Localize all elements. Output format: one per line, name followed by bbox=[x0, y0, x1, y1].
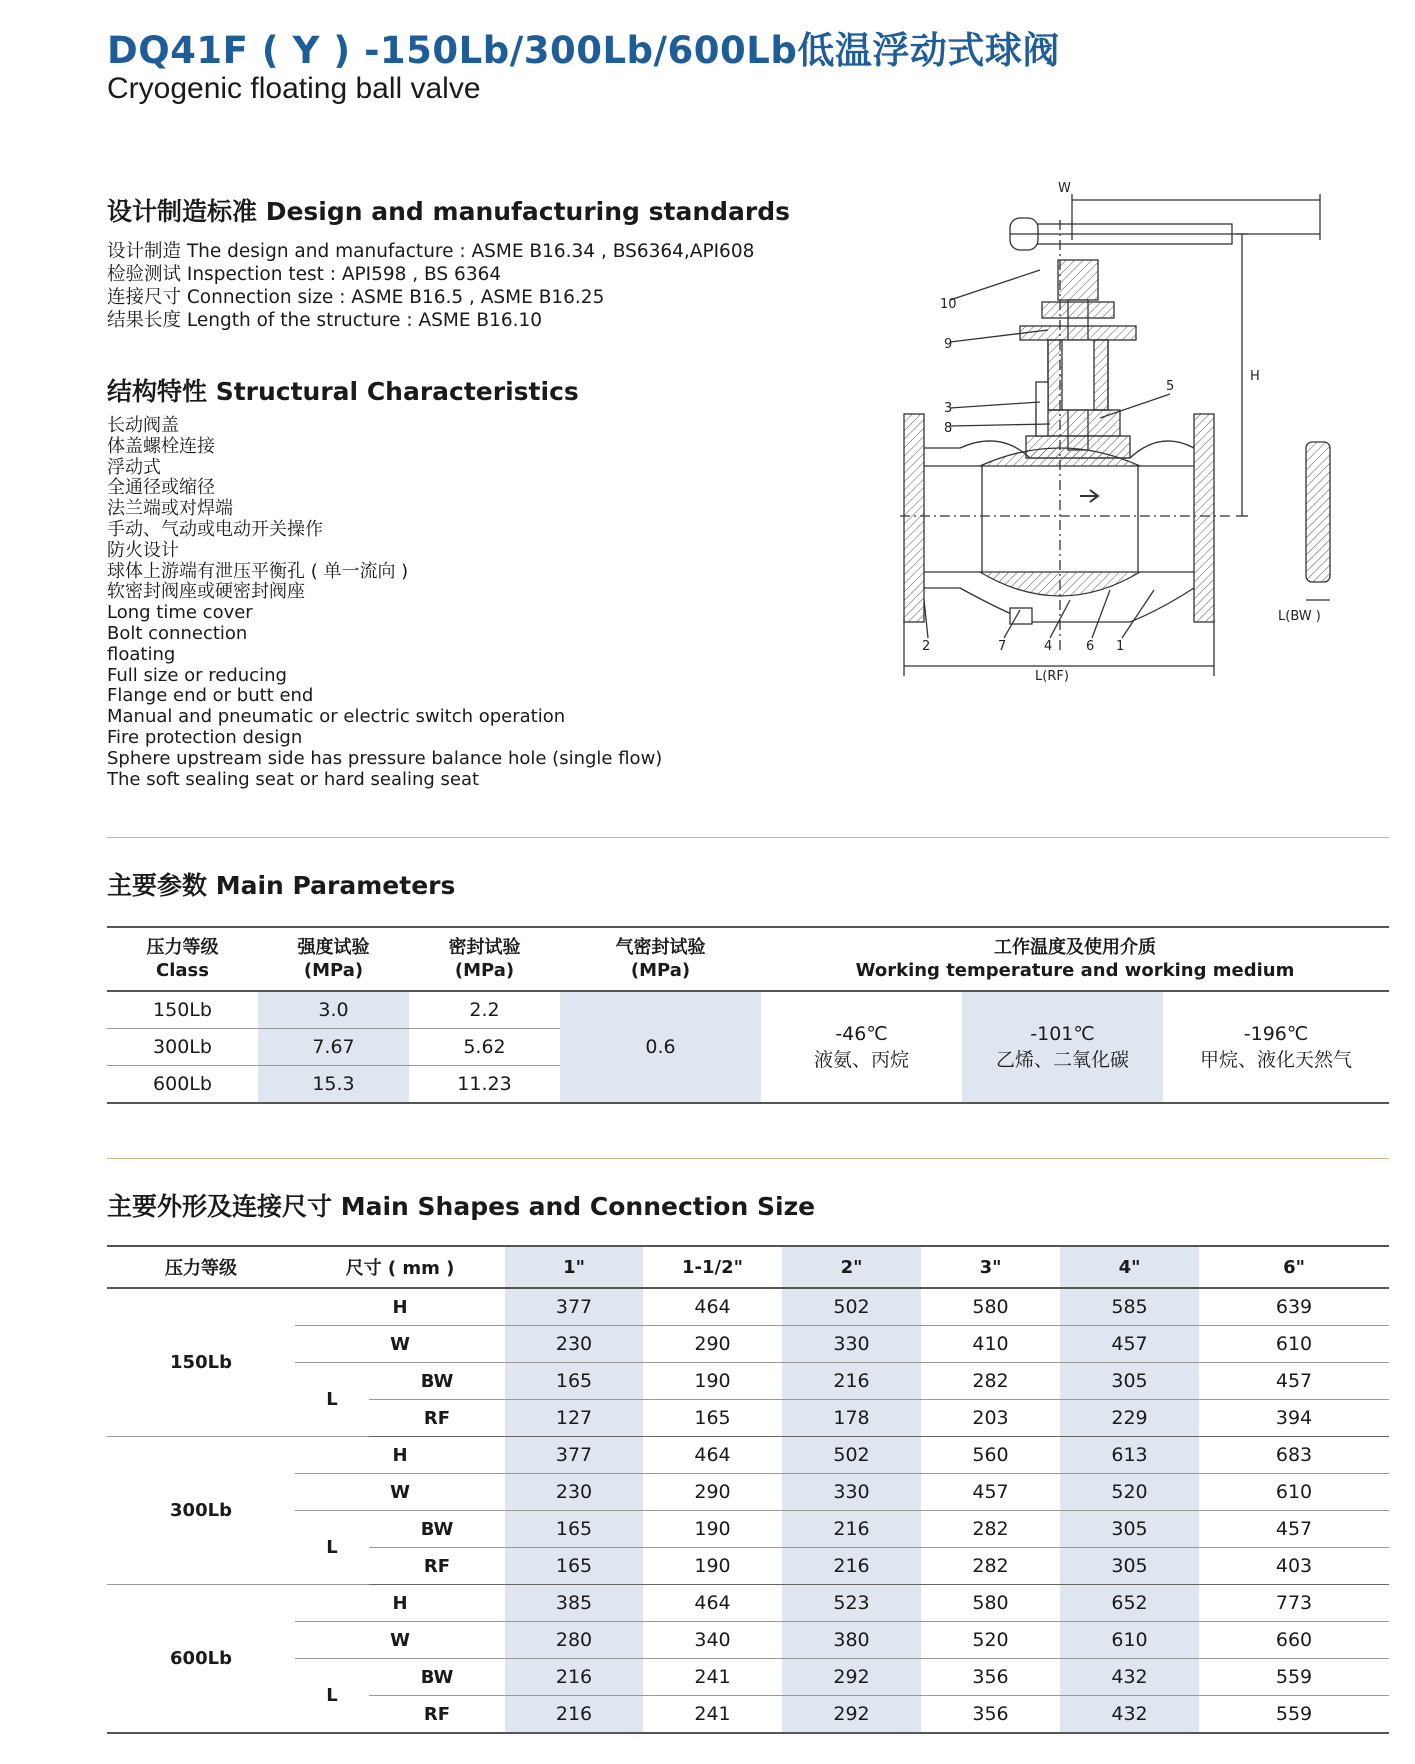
characteristic-item: Manual and pneumatic or electric switch operation bbox=[107, 706, 566, 728]
value-cell: 377 bbox=[505, 1288, 643, 1326]
dimensions-table bbox=[107, 1245, 1389, 1734]
value-cell: 639 bbox=[1199, 1288, 1389, 1326]
value-cell: 610 bbox=[1199, 1326, 1389, 1363]
value-cell: 340 bbox=[643, 1622, 782, 1659]
value-cell: 165 bbox=[643, 1400, 782, 1437]
standards-heading: 设计制造标准 Design and manufacturing standards bbox=[107, 197, 791, 226]
part-label-2: 2 bbox=[922, 639, 931, 654]
class-cell: 300Lb bbox=[107, 1437, 295, 1585]
class-cell: 600Lb bbox=[170, 1648, 232, 1669]
characteristics-list bbox=[107, 416, 662, 790]
header-temperature: 工作温度及使用介质 Working temperature and working medium bbox=[761, 927, 1389, 991]
dimension-sublabel: RF bbox=[369, 1548, 505, 1585]
characteristic-item: 软密封阀座或硬密封阀座 bbox=[107, 581, 305, 603]
value-cell: 330 bbox=[782, 1326, 921, 1363]
value-cell: 305 bbox=[1060, 1363, 1199, 1400]
value-cell: 330 bbox=[782, 1474, 921, 1511]
characteristic-item: 防火设计 bbox=[107, 539, 179, 561]
characteristic-item: 长动阀盖 bbox=[107, 415, 179, 436]
value-cell: 403 bbox=[1199, 1548, 1389, 1585]
header-size-col: 2" bbox=[782, 1246, 921, 1288]
header-class: 压力等级 Class bbox=[107, 927, 258, 991]
value-cell: 660 bbox=[1199, 1622, 1389, 1659]
value-cell: 394 bbox=[1199, 1400, 1389, 1437]
value-cell: 229 bbox=[1060, 1400, 1199, 1437]
value-cell: 282 bbox=[921, 1511, 1060, 1548]
dimension-label: H bbox=[295, 1585, 505, 1622]
value-cell: 203 bbox=[921, 1400, 1060, 1437]
value-cell: 165 bbox=[505, 1363, 643, 1400]
header-size-col: 1" bbox=[505, 1246, 643, 1288]
class-cell: 300Lb bbox=[107, 1029, 258, 1066]
value-cell: 190 bbox=[643, 1548, 782, 1585]
characteristic-item: Bolt connection bbox=[107, 622, 248, 644]
characteristic-item: Flange end or butt end bbox=[107, 685, 314, 707]
value-cell: 165 bbox=[505, 1548, 643, 1585]
value-cell: 580 bbox=[921, 1288, 1060, 1326]
parameters-table bbox=[107, 926, 1389, 1104]
dimension-label: H bbox=[295, 1288, 505, 1326]
characteristic-item: 全通径或缩径 bbox=[107, 477, 215, 499]
value-cell: 502 bbox=[782, 1437, 921, 1474]
dimension-sublabel: BW bbox=[369, 1363, 505, 1400]
header-strength: 强度试验 (MPa) bbox=[258, 927, 409, 991]
class-cell: 600Lb bbox=[153, 1073, 212, 1095]
dimension-label: L bbox=[295, 1363, 369, 1437]
value-cell: 457 bbox=[921, 1474, 1060, 1511]
dimension-sublabel: RF bbox=[369, 1400, 505, 1437]
part-label-7: 7 bbox=[998, 639, 1007, 654]
value-cell: 241 bbox=[643, 1659, 782, 1696]
value-cell: 585 bbox=[1060, 1288, 1199, 1326]
header-air-seal: 气密封试验 (MPa) bbox=[560, 927, 761, 991]
value-cell: 190 bbox=[643, 1363, 782, 1400]
characteristic-item: Full size or reducing bbox=[107, 664, 287, 686]
dimension-label: L bbox=[295, 1511, 369, 1585]
value-cell: 380 bbox=[782, 1622, 921, 1659]
value-cell: 610 bbox=[1060, 1622, 1199, 1659]
standards-line: 结果长度 Length of the structure : ASME B16.10 bbox=[107, 310, 543, 331]
characteristic-item: Sphere upstream side has pressure balance hole (single flow) bbox=[107, 747, 663, 769]
table-row bbox=[107, 1326, 1389, 1363]
value-cell: 464 bbox=[643, 1288, 782, 1326]
standards-list bbox=[107, 240, 754, 332]
value-cell: 127 bbox=[505, 1400, 643, 1437]
value-cell: 410 bbox=[921, 1326, 1060, 1363]
value-cell: 292 bbox=[782, 1696, 921, 1734]
value-cell: 523 bbox=[782, 1585, 921, 1622]
value-cell: 216 bbox=[505, 1696, 643, 1734]
divider bbox=[107, 837, 1389, 838]
value-cell: 610 bbox=[1199, 1474, 1389, 1511]
characteristic-item: 体盖螺栓连接 bbox=[107, 435, 215, 457]
header-class: 压力等级 bbox=[107, 1246, 295, 1288]
medium-cell: -101℃ 乙烯、二氧化碳 bbox=[962, 991, 1163, 1103]
strength-cell: 15.3 bbox=[258, 1066, 409, 1104]
part-label-3: 3 bbox=[944, 401, 953, 416]
value-cell: 432 bbox=[1060, 1696, 1199, 1734]
value-cell: 356 bbox=[921, 1696, 1060, 1734]
standards-line: 检验测试 Inspection test : API598 , BS 6364 bbox=[107, 264, 502, 285]
header-size: 尺寸 ( mm ) bbox=[295, 1246, 505, 1288]
value-cell: 230 bbox=[505, 1474, 643, 1511]
value-cell: 520 bbox=[1060, 1474, 1199, 1511]
value-cell: 290 bbox=[643, 1326, 782, 1363]
value-cell: 290 bbox=[643, 1474, 782, 1511]
class-cell: 150Lb bbox=[107, 1288, 295, 1437]
dimension-label: H bbox=[295, 1437, 505, 1474]
value-cell: 683 bbox=[1199, 1437, 1389, 1474]
value-cell: 560 bbox=[921, 1437, 1060, 1474]
part-label-1: 1 bbox=[1116, 639, 1125, 654]
dimension-label: W bbox=[295, 1474, 505, 1511]
value-cell: 457 bbox=[1199, 1511, 1389, 1548]
part-label-8: 8 bbox=[944, 421, 953, 436]
part-label-6: 6 bbox=[1086, 639, 1095, 654]
characteristic-item: 浮动式 bbox=[107, 456, 161, 478]
value-cell: 457 bbox=[1199, 1363, 1389, 1400]
value-cell: 652 bbox=[1060, 1585, 1199, 1622]
value-cell: 432 bbox=[1060, 1659, 1199, 1696]
value-cell: 165 bbox=[505, 1511, 643, 1548]
value-cell: 613 bbox=[1060, 1437, 1199, 1474]
strength-cell: 3.0 bbox=[258, 991, 409, 1029]
value-cell: 282 bbox=[921, 1548, 1060, 1585]
table-row bbox=[107, 1288, 1389, 1326]
value-cell: 580 bbox=[921, 1585, 1060, 1622]
value-cell: 520 bbox=[921, 1622, 1060, 1659]
value-cell: 385 bbox=[505, 1585, 643, 1622]
parameters-header-row bbox=[107, 927, 1389, 991]
dimensions-heading: 主要外形及连接尺寸 Main Shapes and Connection Size bbox=[107, 1192, 816, 1221]
standards-line: 连接尺寸 Connection size : ASME B16.5 , ASME B16.25 bbox=[107, 287, 605, 308]
class-cell: 150Lb bbox=[107, 991, 258, 1029]
characteristic-item: Long time cover bbox=[107, 602, 253, 624]
value-cell: 305 bbox=[1060, 1548, 1199, 1585]
value-cell: 377 bbox=[505, 1437, 643, 1474]
air-seal-cell: 0.6 bbox=[560, 991, 761, 1103]
valve-drawing bbox=[900, 180, 1370, 760]
table-row bbox=[107, 991, 1389, 1029]
header-size-col: 4" bbox=[1060, 1246, 1199, 1288]
characteristic-item: Fire protection design bbox=[107, 726, 303, 748]
value-cell: 216 bbox=[782, 1548, 921, 1585]
page-title: DQ41F ( Y ) -150Lb/300Lb/600Lb低温浮动式球阀 bbox=[107, 29, 1060, 72]
dim-label-h: H bbox=[1250, 369, 1260, 384]
header-size-col: 1-1/2" bbox=[643, 1246, 782, 1288]
characteristic-item: The soft sealing seat or hard sealing seat bbox=[107, 768, 480, 790]
characteristic-item: 手动、气动或电动开关操作 bbox=[107, 518, 323, 540]
value-cell: 230 bbox=[505, 1326, 643, 1363]
dimension-sublabel: BW bbox=[369, 1659, 505, 1696]
table-row bbox=[107, 1659, 1389, 1696]
value-cell: 241 bbox=[643, 1696, 782, 1734]
header-seal: 密封试验 (MPa) bbox=[409, 927, 560, 991]
value-cell: 356 bbox=[921, 1659, 1060, 1696]
standards-line: 设计制造 The design and manufacture : ASME B16.34 , BS6364,API608 bbox=[107, 241, 755, 262]
characteristics-heading: 结构特性 Structural Characteristics bbox=[107, 377, 579, 406]
part-label-4: 4 bbox=[1044, 639, 1053, 654]
value-cell: 305 bbox=[1060, 1511, 1199, 1548]
value-cell: 464 bbox=[643, 1437, 782, 1474]
table-row bbox=[107, 1585, 1389, 1622]
characteristic-item: floating bbox=[107, 643, 176, 665]
medium-cell: -196℃ 甲烷、液化天然气 bbox=[1199, 1022, 1352, 1071]
dim-label-l-rf: L(RF) bbox=[1035, 669, 1069, 684]
value-cell: 282 bbox=[921, 1363, 1060, 1400]
parameters-heading: 主要参数 Main Parameters bbox=[107, 871, 456, 900]
table-row bbox=[107, 1622, 1389, 1659]
characteristic-item: 球体上游端有泄压平衡孔 ( 单一流向 ) bbox=[107, 560, 409, 582]
strength-cell: 7.67 bbox=[258, 1029, 409, 1066]
header-size-col: 3" bbox=[921, 1246, 1060, 1288]
divider bbox=[107, 1158, 1389, 1159]
seal-cell: 11.23 bbox=[457, 1073, 512, 1095]
dimensions-header-row bbox=[107, 1246, 1389, 1288]
value-cell: 502 bbox=[782, 1288, 921, 1326]
value-cell: 464 bbox=[643, 1585, 782, 1622]
dim-label-l-bw: L(BW ) bbox=[1278, 609, 1321, 624]
value-cell: 178 bbox=[782, 1400, 921, 1437]
dim-label-w: W bbox=[1058, 181, 1071, 196]
value-cell: 216 bbox=[782, 1511, 921, 1548]
value-cell: 559 bbox=[1199, 1696, 1389, 1734]
header-size-col: 6" bbox=[1199, 1246, 1389, 1288]
seal-cell: 5.62 bbox=[409, 1029, 560, 1066]
table-row bbox=[107, 1511, 1389, 1548]
part-label-10: 10 bbox=[940, 297, 957, 312]
value-cell: 190 bbox=[643, 1511, 782, 1548]
seal-cell: 2.2 bbox=[409, 991, 560, 1029]
dimension-sublabel: RF bbox=[369, 1696, 505, 1734]
medium-cell: -46℃ 液氨、丙烷 bbox=[813, 1022, 909, 1071]
value-cell: 773 bbox=[1199, 1585, 1389, 1622]
part-label-5: 5 bbox=[1166, 379, 1175, 394]
table-row bbox=[107, 1363, 1389, 1400]
value-cell: 216 bbox=[505, 1659, 643, 1696]
value-cell: 280 bbox=[505, 1622, 643, 1659]
part-label-9: 9 bbox=[944, 337, 953, 352]
characteristic-item: 法兰端或对焊端 bbox=[107, 498, 233, 520]
value-cell: 559 bbox=[1199, 1659, 1389, 1696]
dimension-label: W bbox=[295, 1326, 505, 1363]
value-cell: 457 bbox=[1060, 1326, 1199, 1363]
dimension-sublabel: BW bbox=[369, 1511, 505, 1548]
value-cell: 216 bbox=[782, 1363, 921, 1400]
dimension-label: W bbox=[295, 1622, 505, 1659]
dimension-label: L bbox=[326, 1685, 338, 1706]
table-row bbox=[107, 1437, 1389, 1474]
page-subtitle: Cryogenic floating ball valve bbox=[107, 72, 481, 105]
table-row bbox=[107, 1474, 1389, 1511]
value-cell: 292 bbox=[782, 1659, 921, 1696]
